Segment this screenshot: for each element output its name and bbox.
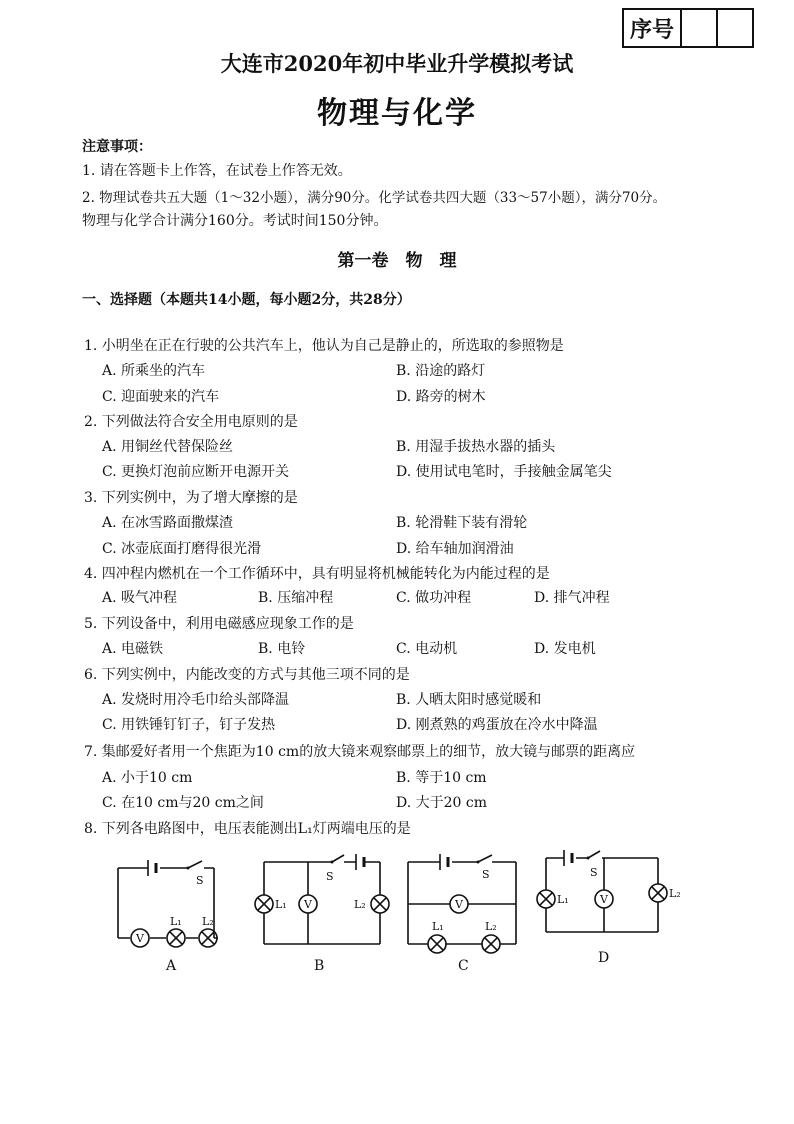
- switch-label: S: [196, 874, 204, 887]
- option-d: D. 路旁的树木: [396, 389, 486, 405]
- lamp-label: L₁: [275, 898, 287, 911]
- part-heading: 一、选择题（本题共14小题，每小题2分，共28分）: [82, 292, 411, 308]
- exam-title: 大连市2020年初中毕业升学模拟考试: [220, 51, 574, 76]
- lamp-label: L₂: [202, 915, 214, 928]
- question-stem: 3. 下列实例中，为了增大摩擦的是: [84, 490, 298, 506]
- note-line: 2. 物理试卷共五大题（1～32小题），满分90分。化学试卷共四大题（33～57小题），满分70分。: [82, 190, 667, 206]
- question-stem: 7. 集邮爱好者用一个焦距为10 cm的放大镜来观察邮票上的细节，放大镜与邮票的距离应: [84, 744, 636, 760]
- option-a: A. 用铜丝代替保险丝: [102, 439, 234, 455]
- exam-subtitle: 物理与化学: [317, 96, 477, 131]
- switch-icon: [188, 861, 202, 868]
- note-line: 物理与化学合计满分160分。考试时间150分钟。: [82, 213, 388, 229]
- option-d: D. 发电机: [534, 641, 596, 657]
- circuit-a: [118, 860, 218, 974]
- option-a: A. 电磁铁: [102, 641, 164, 657]
- circuit-diagrams-svg: [108, 848, 688, 978]
- option-b: B. 电铃: [258, 641, 306, 657]
- circuit-label-a: A: [166, 958, 177, 974]
- switch-icon: [588, 851, 600, 858]
- option-a: A. 吸气冲程: [102, 590, 178, 606]
- lamp-label: L₁: [557, 893, 569, 906]
- section-title: 第一卷 物 理: [337, 251, 457, 271]
- lamp-label: L₂: [354, 898, 366, 911]
- option-b: B. 沿途的路灯: [396, 363, 486, 379]
- switch-label: S: [326, 870, 334, 883]
- question-stem: 1. 小明坐在正在行驶的公共汽车上，他认为自己是静止的，所选取的参照物是: [84, 338, 564, 354]
- option-b: B. 人晒太阳时感觉暖和: [396, 692, 542, 708]
- voltmeter-label: V: [136, 932, 144, 945]
- circuit-d: [537, 850, 681, 966]
- switch-label: S: [590, 866, 598, 879]
- circuit-diagrams: [108, 848, 688, 978]
- lamp-label: L₁: [432, 920, 444, 933]
- circuit-label-b: B: [314, 958, 325, 974]
- lamp-label: L₂: [669, 887, 681, 900]
- option-d: D. 大于20 cm: [396, 795, 488, 811]
- option-c: C. 冰壶底面打磨得很光滑: [102, 541, 262, 557]
- circuit-label-d: D: [598, 950, 610, 966]
- option-c: C. 更换灯泡前应断开电源开关: [102, 464, 290, 480]
- option-b: B. 轮滑鞋下装有滑轮: [396, 515, 528, 531]
- option-c: C. 在10 cm与20 cm之间: [102, 795, 264, 811]
- voltmeter-label: V: [455, 898, 463, 911]
- switch-label: S: [482, 868, 490, 881]
- question-stem: 8. 下列各电路图中，电压表能测出L₁灯两端电压的是: [84, 821, 411, 837]
- option-b: B. 压缩冲程: [258, 590, 334, 606]
- question-stem: 5. 下列设备中，利用电磁感应现象工作的是: [84, 616, 354, 632]
- switch-icon: [478, 855, 492, 862]
- option-d: D. 给车轴加润滑油: [396, 541, 514, 557]
- option-a: A. 发烧时用冷毛巾给头部降温: [102, 692, 290, 708]
- question-stem: 4. 四冲程内燃机在一个工作循环中，具有明显将机械能转化为内能过程的是: [84, 566, 550, 582]
- sequence-cell[interactable]: [718, 10, 752, 46]
- voltmeter-label: V: [304, 898, 312, 911]
- option-b: B. 用湿手拔热水器的插头: [396, 439, 556, 455]
- circuit-b: [255, 854, 389, 974]
- option-c: C. 电动机: [396, 641, 458, 657]
- lamp-label: L₁: [170, 915, 182, 928]
- option-d: D. 使用试电笔时，手接触金属笔尖: [396, 464, 612, 480]
- voltmeter-label: V: [600, 893, 608, 906]
- question-stem: 6. 下列实例中，内能改变的方式与其他三项不同的是: [84, 667, 410, 683]
- option-a: A. 小于10 cm: [102, 770, 193, 786]
- option-d: D. 排气冲程: [534, 590, 610, 606]
- switch-icon: [332, 855, 344, 862]
- notes-heading: 注意事项：: [82, 139, 152, 155]
- sequence-cell[interactable]: [682, 10, 718, 46]
- sequence-label: 序号: [624, 10, 682, 46]
- sequence-number-box: [622, 8, 754, 48]
- option-a: A. 所乘坐的汽车: [102, 363, 206, 379]
- option-c: C. 迎面驶来的汽车: [102, 389, 220, 405]
- note-line: 1. 请在答题卡上作答，在试卷上作答无效。: [82, 163, 352, 179]
- circuit-c: [408, 854, 516, 974]
- lamp-label: L₂: [485, 920, 497, 933]
- question-stem: 2. 下列做法符合安全用电原则的是: [84, 414, 298, 430]
- option-c: C. 做功冲程: [396, 590, 472, 606]
- option-a: A. 在冰雪路面撒煤渣: [102, 515, 234, 531]
- option-b: B. 等于10 cm: [396, 770, 487, 786]
- circuit-label-c: C: [458, 958, 469, 974]
- option-c: C. 用铁锤钉钉子，钉子发热: [102, 717, 276, 733]
- option-d: D. 刚煮熟的鸡蛋放在冷水中降温: [396, 717, 598, 733]
